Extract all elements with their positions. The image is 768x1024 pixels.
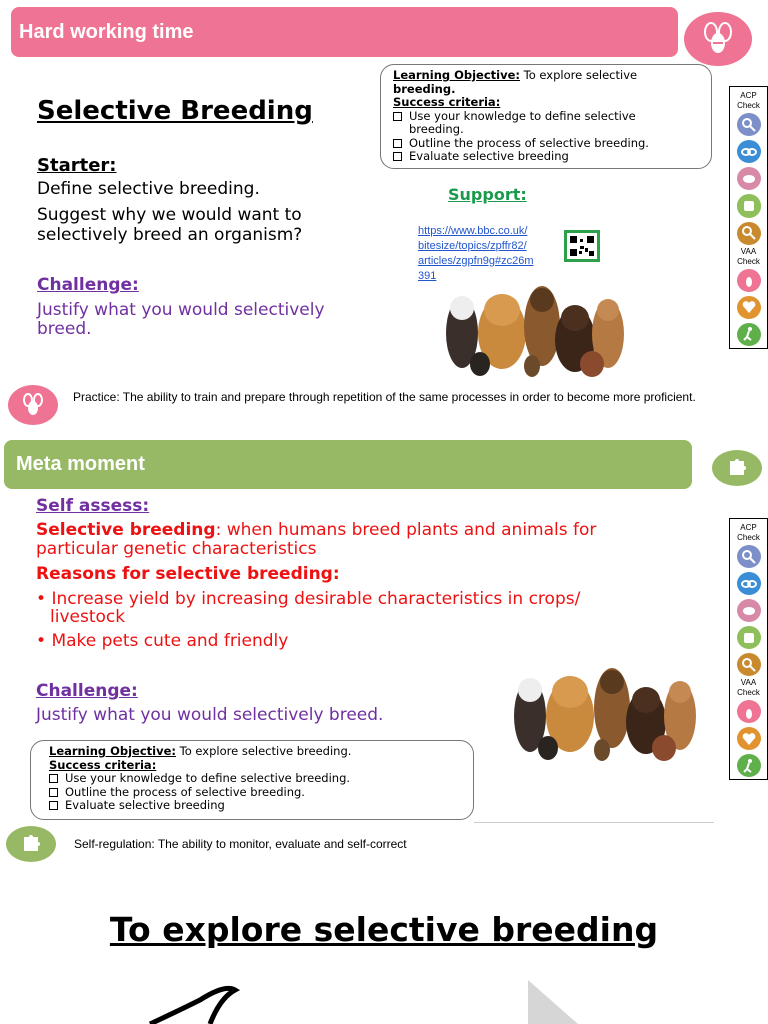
starter-line: selectively breed an organism? [37, 225, 303, 245]
lo-text: To explore selective breeding. [176, 744, 352, 758]
dogs-photo [508, 660, 702, 764]
bee-icon[interactable] [737, 700, 761, 723]
criteria-item: Evaluate selective breeding [49, 799, 461, 813]
qr-code-icon[interactable] [564, 230, 600, 262]
slide-title: Selective Breeding [37, 96, 313, 126]
vaa-check-label: VAA Check [737, 246, 760, 266]
starter-line: Suggest why we would want to [37, 205, 302, 225]
support-link[interactable]: https://www.bbc.co.uk/ bitesize/topics/zpffr82/ articles/zgpfn9g#zc26m 391 [418, 225, 534, 282]
brain-icon[interactable] [737, 167, 761, 190]
learning-objective-box [380, 64, 712, 169]
success-criteria-heading: Success criteria: [393, 95, 501, 109]
self-regulation-note: Self-regulation: The ability to monitor, evaluate and self-correct [74, 837, 407, 851]
runner-icon[interactable] [737, 754, 761, 777]
magnifier-icon[interactable] [737, 113, 761, 136]
vaa-check-label: VAA Check [737, 678, 760, 697]
page-title: To explore selective breeding [109, 910, 659, 949]
bee-icon[interactable] [737, 269, 761, 292]
reasons-heading: Reasons for selective breeding: [36, 564, 340, 584]
sidebar-checks [729, 86, 768, 349]
puzzle-icon [6, 826, 56, 862]
triangle-shape [528, 980, 588, 1024]
brain-icon[interactable] [737, 599, 761, 622]
puzzle-icon[interactable] [737, 194, 761, 217]
starter-heading: Starter: [37, 155, 117, 176]
link-icon[interactable] [737, 572, 761, 595]
bee-icon [8, 385, 58, 425]
checkbox-icon [49, 801, 58, 810]
lo-text: To explore selective [520, 68, 638, 82]
link-icon[interactable] [737, 140, 761, 163]
challenge-heading: Challenge: [36, 681, 138, 701]
dogs-photo [440, 278, 630, 380]
reason-bullet-cont: livestock [50, 607, 126, 627]
starter-line: Define selective breeding. [37, 179, 260, 199]
meta-moment-banner [4, 440, 692, 489]
learning-objective-box [30, 740, 474, 820]
magnifier-icon[interactable] [737, 222, 761, 245]
lo-heading: Learning Objective: [49, 744, 177, 758]
practice-note: Practice: The ability to train and prepare through repetition of the same processes in order to become more proficient. [73, 390, 696, 404]
acp-check-label: ACP Check [737, 91, 760, 110]
hard-working-banner [11, 7, 678, 57]
checkbox-icon [393, 112, 402, 121]
acp-check-label: ACP Check [737, 523, 760, 542]
definition-line: Selective breeding: when humans breed plants and animals for [36, 520, 597, 540]
banner-title: Meta moment [16, 453, 145, 475]
bee-icon [684, 12, 752, 66]
sidebar-checks [729, 518, 768, 780]
challenge-line: Justify what you would selectively [37, 300, 325, 320]
success-criteria-heading: Success criteria: [49, 757, 157, 772]
heart-icon[interactable] [737, 727, 761, 750]
challenge-line: breed. [37, 319, 92, 339]
puzzle-icon [712, 450, 762, 486]
criteria-item: Evaluate selective breeding [393, 150, 699, 164]
calligraphy-stroke [140, 980, 250, 1024]
criteria-item: Use your knowledge to define selective breeding. [49, 772, 461, 786]
criteria-item-cont: breeding. [409, 122, 464, 136]
checkbox-icon [393, 152, 402, 161]
support-heading: Support: [448, 185, 527, 204]
definition-line: particular genetic characteristics [36, 539, 317, 559]
challenge-heading: Challenge: [37, 275, 139, 295]
lo-text: breeding. [393, 81, 456, 96]
magnifier-icon[interactable] [737, 653, 761, 676]
checkbox-icon [393, 139, 402, 148]
reason-bullet: • Increase yield by increasing desirable characteristics in crops/ [36, 589, 581, 609]
criteria-item: Outline the process of selective breeding. [49, 786, 461, 800]
checkbox-icon [49, 774, 58, 783]
heart-icon[interactable] [737, 296, 761, 319]
divider [474, 822, 714, 823]
runner-icon[interactable] [737, 323, 761, 346]
checkbox-icon [49, 788, 58, 797]
challenge-line: Justify what you would selectively breed. [36, 705, 384, 725]
reason-bullet: • Make pets cute and friendly [36, 631, 289, 651]
puzzle-icon[interactable] [737, 626, 761, 649]
banner-title: Hard working time [19, 20, 194, 43]
lo-heading: Learning Objective: [393, 68, 521, 82]
criteria-item: Use your knowledge to define selective [393, 110, 699, 124]
criteria-item: Outline the process of selective breeding. [393, 137, 699, 151]
magnifier-icon[interactable] [737, 545, 761, 568]
self-assess-heading: Self assess: [36, 496, 150, 516]
